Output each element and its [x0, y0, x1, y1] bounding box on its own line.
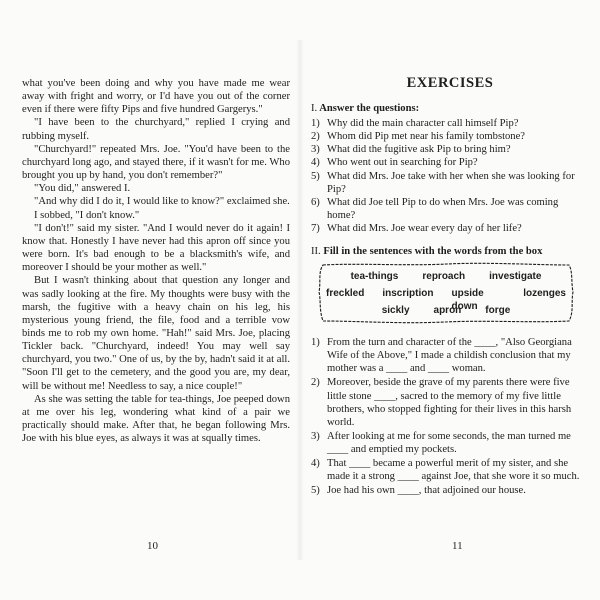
question-item: [311, 222, 589, 235]
word-box-row: [317, 270, 575, 283]
paragraph: But I wasn't thinking about that question any longer and was sadly looking at the fire. My thoughts were busy with the marsh, the fugitive with a heavy chain on his leg, his mysterious young friend, the file, food and a terrible vow binds me to rob my own home. "Hah!" said Mrs. Joe, placing Tickler back. "Churchyard, indeed! You may well say churchyard, you two." One of us, by the by, hadn't said it at all. "Soon I'll get to the cemetery, and the good you are, my dear, will be without me! Needless to say, a nice couple!": [22, 275, 290, 392]
box-word: sickly: [381, 305, 410, 317]
question-number: 7): [311, 222, 320, 234]
question-text: What did the fugitive ask Pip to bring him?: [327, 144, 511, 156]
paragraph: what you've been doing and why you have made me wear away with fright and worry, or I'd have you out of the corner even if there were fifty Pips and five hundred Gargerys.": [22, 78, 290, 116]
sentence-item: [311, 484, 589, 497]
question-text: What did Mrs. Joe take with her when she was looking for Pip?: [327, 170, 575, 195]
paragraph: "I have been to the churchyard," replied I crying and rubbing myself.: [22, 117, 290, 142]
paragraph: "You did," answered I.: [34, 183, 131, 195]
box-word: tea-things: [350, 271, 399, 283]
sentence-number: 4): [311, 457, 320, 469]
sentence-item: [311, 430, 589, 456]
question-item: [311, 170, 589, 196]
sentence-text: From the turn and character of the ____, "Also Georgiana Wife of the Above," I made a childish conclusion that my mother was a ____ and ____ woman.: [327, 337, 572, 375]
box-word: apron: [433, 305, 462, 317]
box-word: freckled: [326, 288, 365, 300]
question-number: 4): [311, 157, 320, 169]
sentence-number: 1): [311, 337, 320, 349]
sentence-text: Moreover, beside the grave of my parents there were five little stone ____, sacred to the memory of my five little brothers, who stopped fighting for their lives in this harsh world.: [327, 377, 572, 428]
question-item: [311, 196, 589, 222]
page-number-left: 10: [147, 540, 158, 552]
question-item: [311, 143, 589, 156]
section-1-heading: [311, 102, 589, 115]
page-number-right: 11: [452, 540, 463, 552]
left-page-text: [22, 77, 290, 445]
paragraph: As she was setting the table for tea-things, Joe peeped down at me over his leg, wondering what kind of a pair we practically should make. After that, he began following Mrs. Joe with his blue eyes, as always it was at squally times.: [22, 393, 290, 445]
sentence-item: [311, 336, 589, 375]
sentence-number: 3): [311, 430, 320, 442]
question-text: Why did the main character call himself Pip?: [327, 118, 519, 130]
question-item: [311, 130, 589, 143]
box-word: upside down: [451, 288, 484, 313]
sentence-item: [311, 457, 589, 483]
paragraph: I sobbed, "I don't know.": [34, 209, 140, 221]
paragraph: "And why did I do it, I would like to know?" exclaimed she.: [34, 196, 290, 208]
word-box: [317, 262, 575, 324]
box-word: reproach: [422, 271, 466, 283]
box-word: investigate: [489, 271, 542, 283]
sentence-list: [311, 336, 589, 497]
question-text: Whom did Pip met near his family tombstone?: [327, 131, 526, 143]
section-2-heading-text: Fill in the sentences with the words from the box: [323, 246, 543, 258]
sentence-number: 5): [311, 485, 320, 497]
box-word: lozenges: [523, 288, 566, 300]
question-number: 3): [311, 144, 320, 156]
question-number: 1): [311, 118, 320, 130]
question-text: What did Mrs. Joe wear every day of her life?: [327, 222, 522, 234]
section-1-heading-text: Answer the questions:: [319, 103, 420, 115]
right-page-exercises: [311, 77, 589, 498]
question-number: 5): [311, 170, 320, 182]
section-2-heading: [311, 245, 589, 258]
section-2-number: II.: [311, 246, 321, 258]
question-item: [311, 117, 589, 130]
question-number: 2): [311, 131, 320, 143]
paragraph: "Churchyard!" repeated Mrs. Joe. "You'd have been to the churchyard long ago, and stayed there, if it wasn't for me. Who brought you up by hand, you don't remember?": [22, 143, 290, 182]
word-box-row: [317, 304, 575, 317]
question-number: 6): [311, 196, 320, 208]
book-gutter: [296, 40, 304, 560]
exercises-title: EXERCISES: [406, 75, 494, 91]
question-text: Who went out in searching for Pip?: [327, 157, 478, 169]
question-text: What did Joe tell Pip to do when Mrs. Joe was coming home?: [327, 196, 559, 221]
box-word: forge: [485, 305, 511, 317]
sentence-number: 2): [311, 377, 320, 389]
sentence-text: Joe had his own ____, that adjoined our house.: [327, 485, 526, 497]
sentence-item: [311, 376, 589, 428]
question-list: [311, 117, 589, 235]
box-word: inscription: [382, 288, 434, 300]
paragraph: "I don't!" said my sister. "And I would never do it again! I know that. Honestly I have never had this apron off since you were born. It's bad enough to be a blacksmith's wife, and moreover I should be your mother as well.": [22, 222, 290, 274]
question-item: [311, 156, 589, 169]
section-1-number: I.: [311, 103, 318, 115]
sentence-text: That ____ became a powerful merit of my sister, and she made it a strong ____ against Joe, that she wore it so much.: [327, 457, 580, 483]
sentence-text: After looking at me for some seconds, the man turned me ____ and emptied my pockets.: [327, 430, 571, 455]
